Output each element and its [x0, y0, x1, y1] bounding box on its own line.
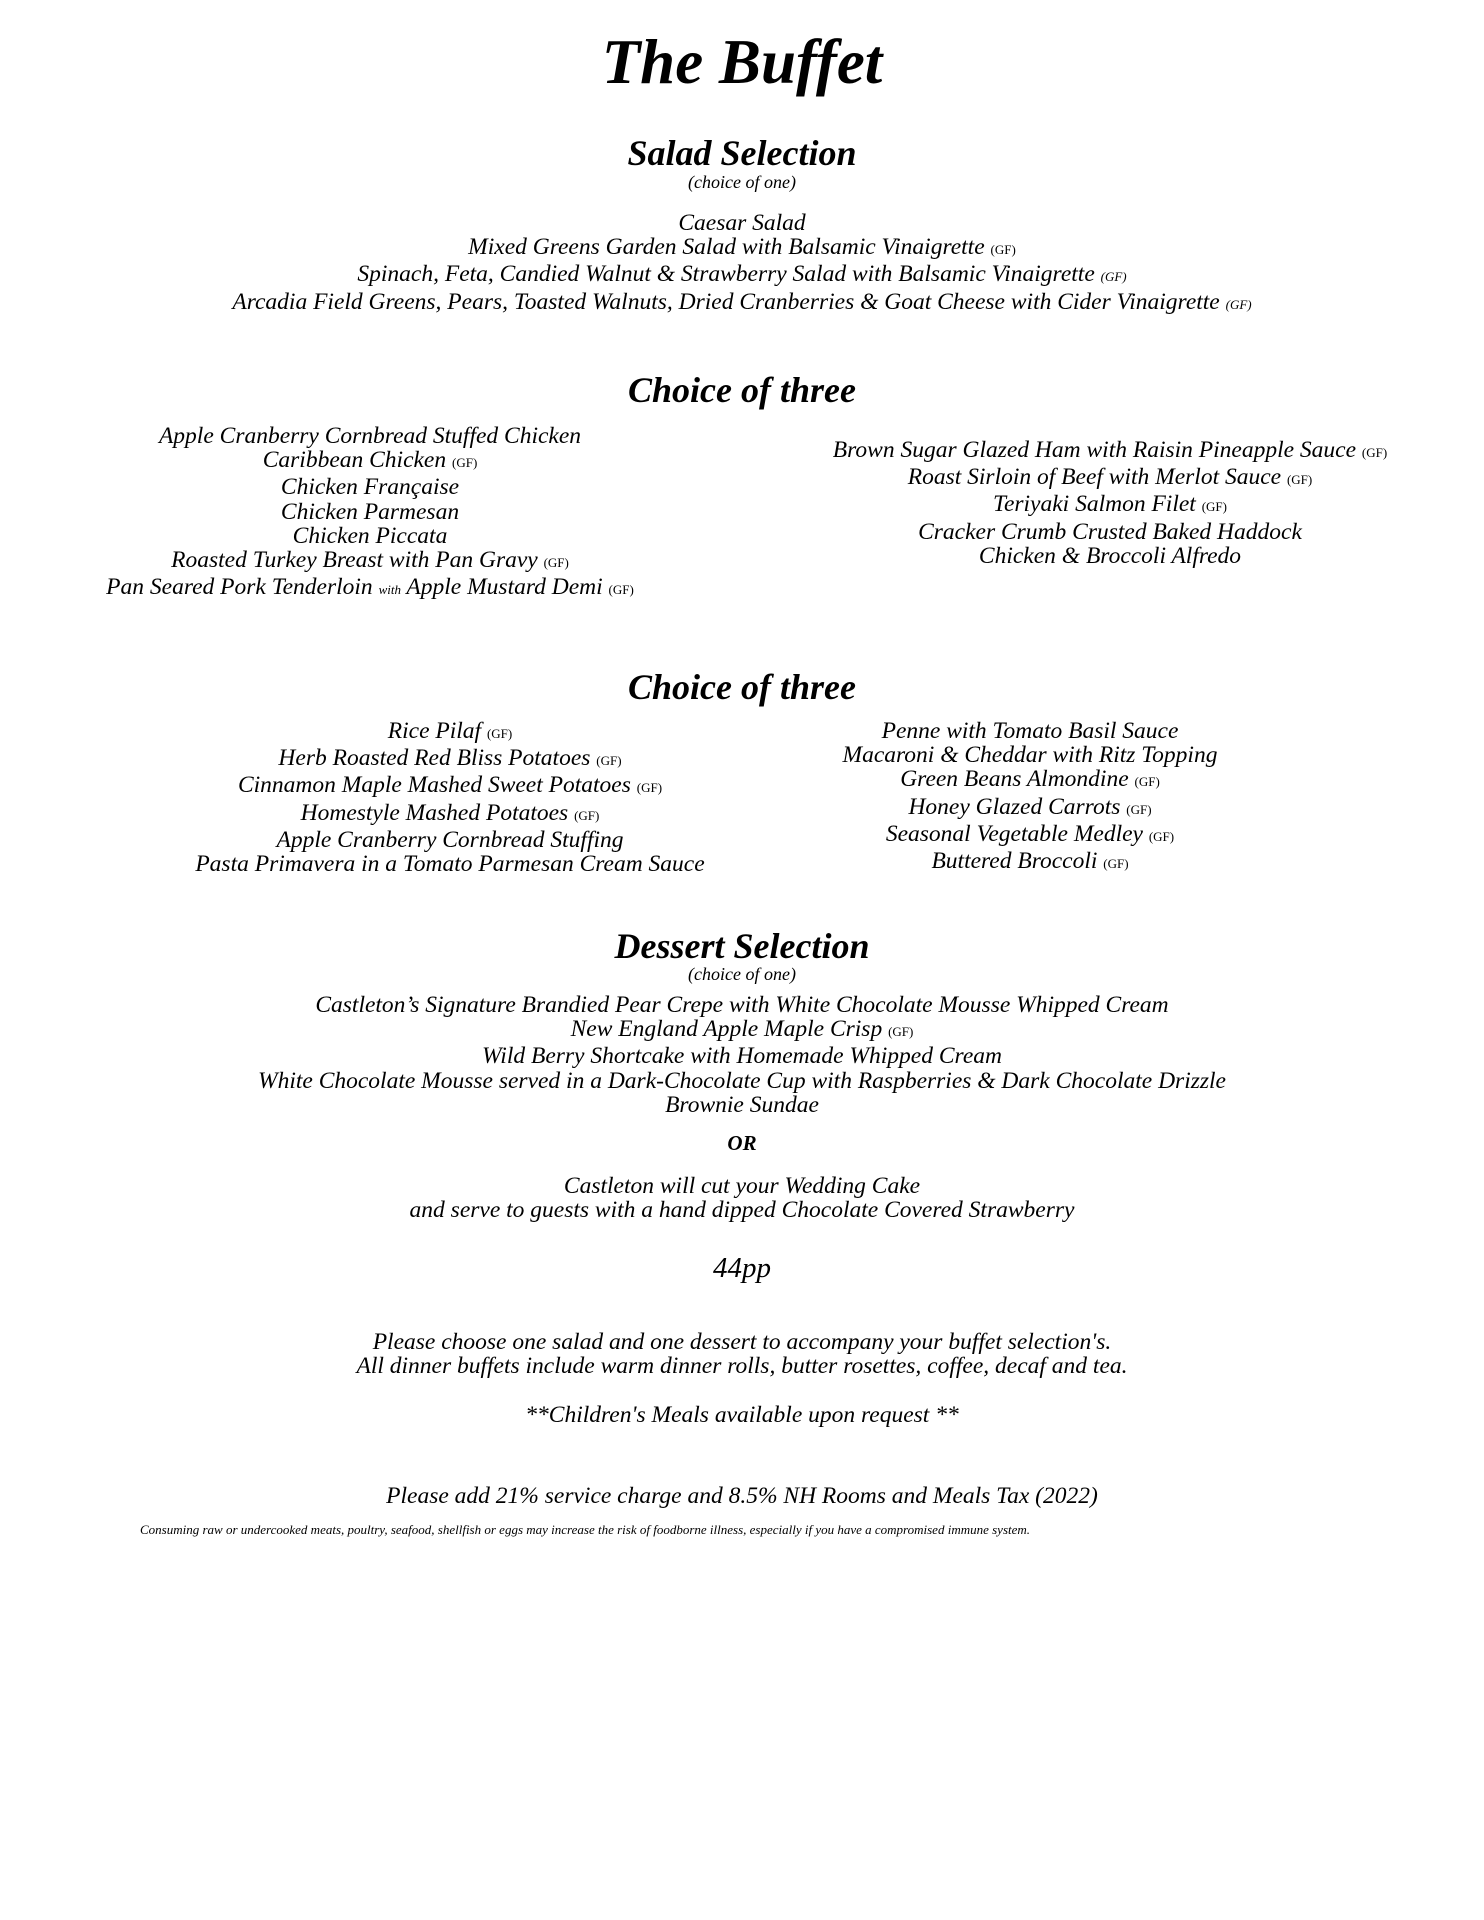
list-item: Rice Pilaf (GF)	[387, 718, 513, 744]
gf-tag: (GF)	[574, 807, 600, 823]
gf-tag: (GF)	[452, 455, 478, 471]
gf-tag: (GF)	[1201, 499, 1227, 515]
dessert-subheading: (choice of one)	[688, 964, 796, 984]
list-item: Pan Seared Pork Tenderloin with Apple Mustard Demi (GF)	[106, 574, 634, 601]
list-item: Penne with Tomato Basil Sauce	[881, 718, 1179, 744]
gf-tag: (GF)	[608, 582, 634, 598]
entrees-left-column	[60, 424, 680, 602]
dessert-list	[0, 993, 1484, 1117]
sides-heading: Choice of three	[628, 667, 856, 707]
list-item: Chicken Parmesan	[280, 498, 460, 525]
list-item: Roast Sirloin of Beef with Merlot Sauce (GF)	[907, 464, 1313, 491]
price: 44pp	[713, 1252, 771, 1284]
gf-tag: (GF)	[636, 780, 663, 796]
gf-tag: (GF)	[543, 555, 569, 571]
sides-right-column	[720, 719, 1340, 876]
salad-subheading: (choice of one)	[688, 172, 796, 192]
gf-tag: (GF)	[486, 726, 513, 741]
or-divider: OR	[727, 1131, 757, 1155]
entrees-heading: Choice of three	[628, 370, 856, 410]
list-item: Caribbean Chicken (GF)	[262, 447, 478, 474]
list-item: Seasonal Vegetable Medley (GF)	[885, 820, 1175, 847]
list-item: New England Apple Maple Crisp (GF)	[570, 1016, 914, 1043]
dessert-heading: Dessert Selection	[614, 926, 870, 966]
list-item: Mixed Greens Garden Salad with Balsamic Vinaigrette (GF)	[468, 234, 1016, 261]
gf-tag: (GF)	[1361, 445, 1388, 460]
cake-line-1: Castleton will cut your Wedding Cake	[563, 1173, 921, 1199]
list-item: Arcadia Field Greens, Pears, Toasted Walnuts, Dried Cranberries & Goat Cheese with Cider Vinaigrette (GF)	[232, 288, 1252, 315]
gf-tag: (GF)	[1134, 774, 1160, 790]
list-item: Chicken Française	[280, 474, 460, 501]
gf-tag: (GF)	[1103, 856, 1129, 872]
service-charge-note: Please add 21% service charge and 8.5% NH Rooms and Meals Tax (2022)	[386, 1483, 1098, 1509]
gf-tag: (GF)	[1286, 472, 1313, 488]
list-item: Caesar Salad	[678, 210, 806, 236]
list-item: Apple Cranberry Cornbread Stuffing	[276, 826, 624, 853]
list-item: Apple Cranberry Cornbread Stuffed Chicken	[158, 423, 582, 449]
list-item: Pasta Primavera in a Tomato Parmesan Cream Sauce	[195, 851, 705, 878]
food-safety-disclaimer: Consuming raw or undercooked meats, poultry, seafood, shellfish or eggs may increase the risk of foodborne illness, especially if you have a compromised immune system.	[140, 1522, 1031, 1537]
gf-tag: (GF)	[888, 1024, 914, 1040]
list-item: Buttered Broccoli (GF)	[931, 848, 1129, 875]
list-item: White Chocolate Mousse served in a Dark-Chocolate Cup with Raspberries & Dark Chocolate Drizzle	[258, 1067, 1226, 1094]
note-line-2: All dinner buffets include warm dinner rolls, butter rosettes, coffee, decaf and tea.	[356, 1353, 1128, 1379]
list-item: Homestyle Mashed Potatoes (GF)	[300, 799, 600, 826]
list-item: Herb Roasted Red Bliss Potatoes (GF)	[278, 745, 622, 772]
children-note: **Children's Meals available upon request **	[525, 1402, 959, 1428]
cake-line-2: and serve to guests with a hand dipped Chocolate Covered Strawberry	[409, 1197, 1075, 1223]
page-title: The Buffet	[601, 27, 883, 97]
list-item: Green Beans Almondine (GF)	[900, 766, 1160, 793]
salad-heading: Salad Selection	[627, 133, 857, 173]
list-item: Honey Glazed Carrots (GF)	[908, 793, 1152, 820]
list-item: Brown Sugar Glazed Ham with Raisin Pineapple Sauce (GF)	[832, 437, 1388, 463]
list-item: Castleton’s Signature Brandied Pear Crepe with White Chocolate Mousse Whipped Cream	[315, 992, 1169, 1018]
note-line-1: Please choose one salad and one dessert to accompany your buffet selection's.	[372, 1329, 1112, 1355]
list-item: Cinnamon Maple Mashed Sweet Potatoes (GF)	[237, 772, 663, 799]
list-item: Wild Berry Shortcake with Homemade Whipped Cream	[482, 1043, 1002, 1070]
salad-list	[0, 211, 1484, 317]
gf-tag: (GF)	[1148, 828, 1175, 844]
gf-tag: (GF)	[596, 753, 622, 769]
list-item: Chicken & Broccoli Alfredo	[978, 542, 1242, 569]
list-item: Brownie Sundae	[665, 1091, 819, 1118]
list-item: Chicken Piccata	[292, 522, 448, 549]
gf-tag: (GF)	[1126, 801, 1152, 817]
list-item: Macaroni & Cheddar with Ritz Topping	[842, 742, 1218, 769]
list-item: Cracker Crumb Crusted Baked Haddock	[918, 518, 1302, 545]
gf-tag: (GF)	[990, 242, 1016, 258]
list-item: Teriyaki Salmon Filet (GF)	[993, 491, 1227, 518]
list-item: Spinach, Feta, Candied Walnut & Strawberry Salad with Balsamic Vinaigrette (GF)	[357, 261, 1127, 288]
list-item: Roasted Turkey Breast with Pan Gravy (GF)	[171, 547, 569, 574]
entrees-right-column	[800, 438, 1420, 568]
sides-left-column	[140, 719, 760, 876]
gf-tag: (GF)	[1100, 269, 1127, 285]
gf-tag: (GF)	[1225, 296, 1252, 312]
